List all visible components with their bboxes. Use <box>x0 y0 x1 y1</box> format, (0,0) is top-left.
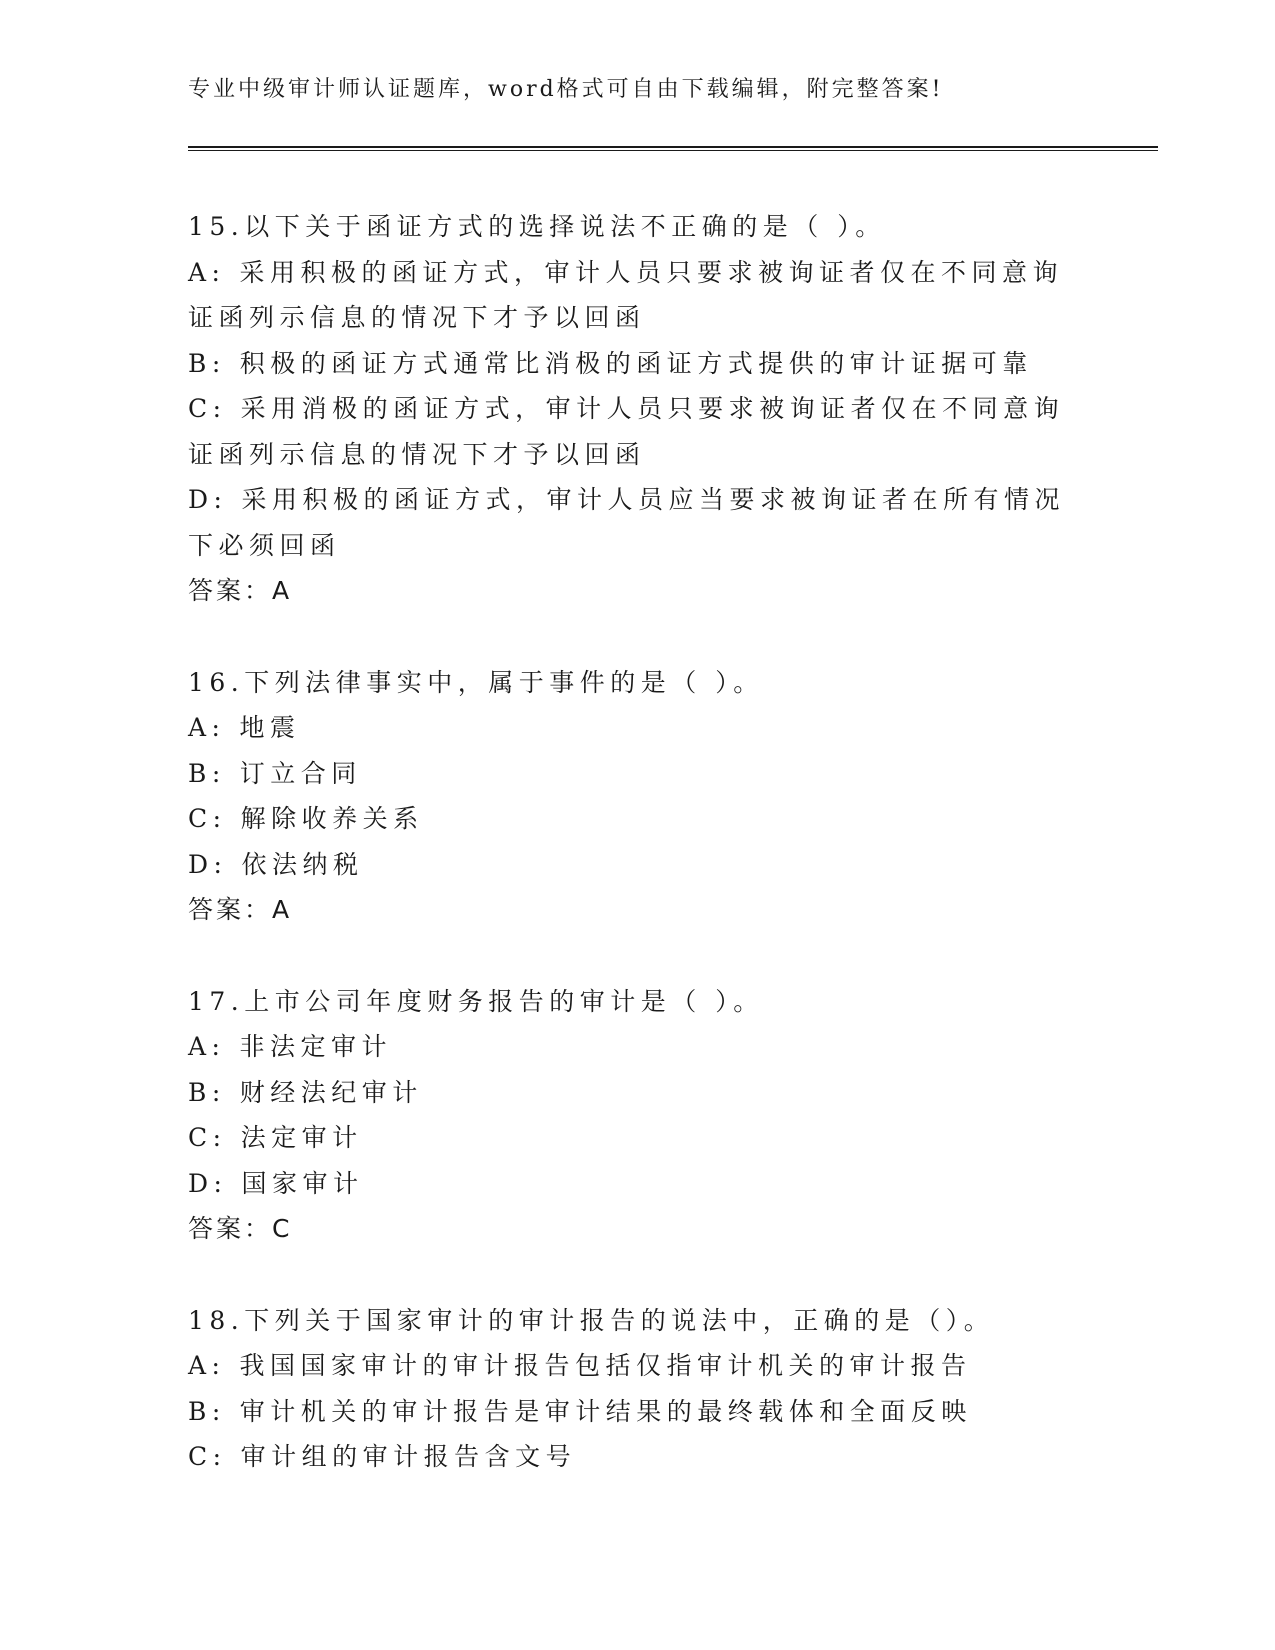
option-d <box>188 1161 1088 1207</box>
option-b <box>188 1070 1088 1116</box>
option-label: C: <box>188 394 227 423</box>
option-label: B: <box>188 348 226 378</box>
option-label: D: <box>188 849 228 879</box>
question-17 <box>188 979 1088 1252</box>
question-15 <box>188 204 1088 614</box>
option-label: A: <box>188 257 226 287</box>
header-divider-thin <box>188 150 1158 151</box>
option-label: C: <box>188 1123 227 1152</box>
option-text: 采用消极的函证方式，审计人员只要求被询证者仅在不同意询证函列示信息的情况下才予以回函 <box>188 394 1065 469</box>
option-b <box>188 751 1088 797</box>
question-stem: 15.以下关于函证方式的选择说法不正确的是（ ）。 <box>188 212 886 241</box>
option-b <box>188 1389 1088 1435</box>
option-text: 采用积极的函证方式，审计人员只要求被询证者仅在不同意询证函列示信息的情况下才予以回函 <box>188 257 1063 332</box>
option-label: C: <box>188 1442 227 1471</box>
option-text: 解除收养关系 <box>240 804 424 833</box>
question-stem: 17.上市公司年度财务报告的审计是（ ）。 <box>188 986 764 1016</box>
option-label: A: <box>188 1351 226 1380</box>
option-text: 审计机关的审计报告是审计结果的最终载体和全面反映 <box>239 1396 972 1426</box>
question-stem: 18.下列关于国家审计的审计报告的说法中，正确的是（）。 <box>188 1305 995 1335</box>
option-text: 财经法纪审计 <box>239 1077 423 1107</box>
option-text: 法定审计 <box>240 1123 363 1152</box>
option-a <box>188 1343 1088 1389</box>
option-c <box>188 386 1088 477</box>
option-text: 采用积极的函证方式，审计人员应当要求被询证者在所有情况下必须回函 <box>188 485 1065 560</box>
option-c <box>188 796 1088 842</box>
option-c <box>188 1115 1088 1161</box>
option-label: B: <box>188 1396 226 1426</box>
option-d <box>188 477 1088 568</box>
option-label: D: <box>188 1168 228 1198</box>
option-label: A: <box>188 713 226 742</box>
option-text: 审计组的审计报告含文号 <box>240 1442 577 1471</box>
option-text: 我国国家审计的审计报告包括仅指审计机关的审计报告 <box>239 1351 972 1380</box>
option-label: B: <box>188 1077 226 1107</box>
page-header: 专业中级审计师认证题库，word格式可自由下载编辑，附完整答案! <box>188 77 944 102</box>
option-text: 非法定审计 <box>239 1032 392 1061</box>
question-16 <box>188 660 1088 933</box>
option-text: 订立合同 <box>239 758 362 788</box>
option-b <box>188 341 1088 387</box>
answer-line: 答案：A <box>188 576 293 605</box>
option-text: 国家审计 <box>241 1168 364 1198</box>
option-label: C: <box>188 804 227 833</box>
question-18 <box>188 1298 1088 1480</box>
option-label: A: <box>188 1032 226 1061</box>
option-a <box>188 705 1088 751</box>
option-c <box>188 1434 1088 1480</box>
option-a <box>188 1024 1088 1070</box>
option-label: B: <box>188 758 226 788</box>
header-divider <box>188 146 1158 148</box>
option-text: 依法纳税 <box>241 849 364 879</box>
option-label: D: <box>188 485 228 514</box>
answer-line: 答案：A <box>188 895 293 924</box>
option-text: 积极的函证方式通常比消极的函证方式提供的审计证据可靠 <box>239 348 1033 378</box>
option-a <box>188 250 1088 341</box>
answer-line: 答案：C <box>188 1214 293 1243</box>
option-d <box>188 842 1088 888</box>
question-stem: 16.下列法律事实中，属于事件的是（ ）。 <box>188 667 764 697</box>
question-list <box>188 204 1088 1526</box>
option-text: 地震 <box>239 713 301 742</box>
